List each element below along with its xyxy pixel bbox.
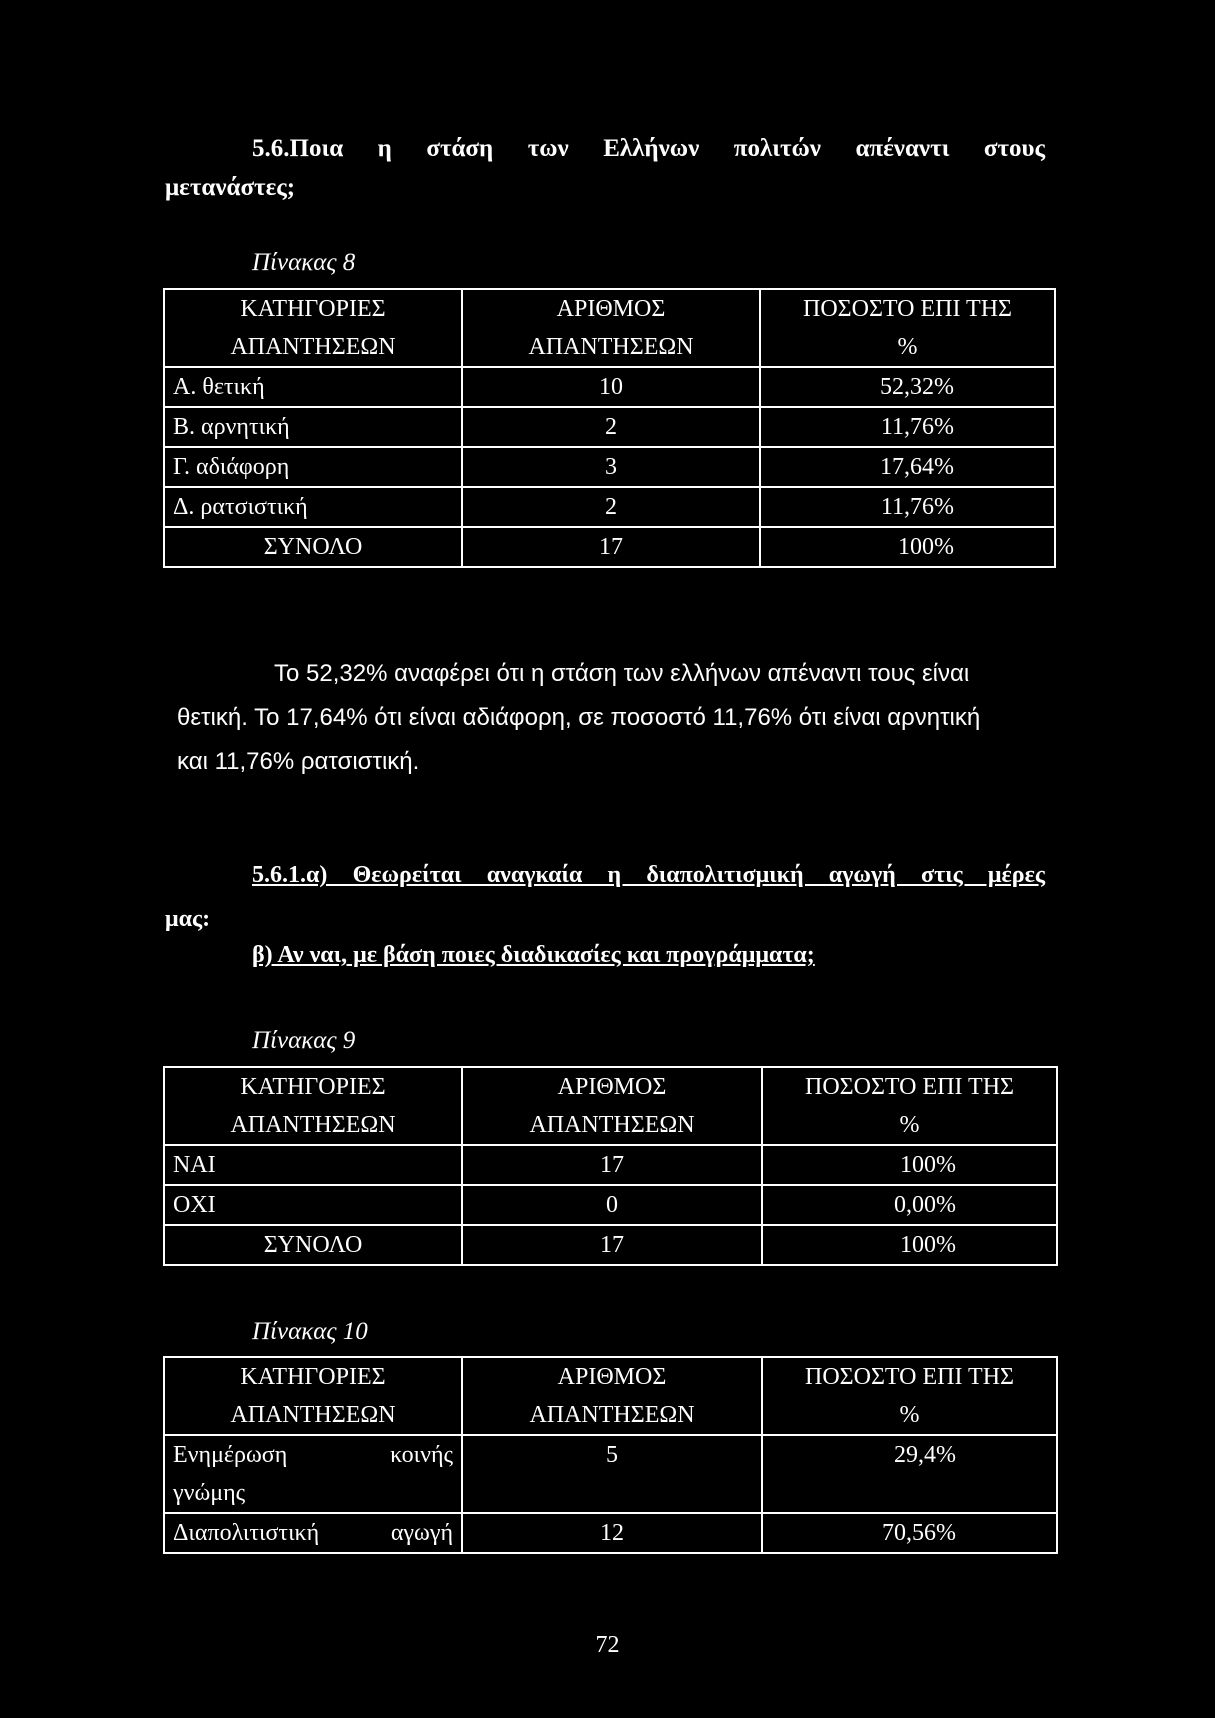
table8-header-row [164, 289, 1055, 367]
table9-cell-count: 0 [462, 1185, 762, 1225]
section-heading-continued: μετανάστες; [165, 174, 296, 201]
table8-total-count: 17 [462, 527, 760, 567]
section-heading: 5.6.Ποια η στάση των Ελλήνων πολιτών απέναντι στους [252, 135, 1045, 162]
table8-cell-category: Δ. ρατσιστική [164, 487, 462, 527]
table-row [164, 367, 1055, 407]
table9-cell-count: 17 [462, 1145, 762, 1185]
paragraph-line: και 11,76% ρατσιστική. [177, 748, 420, 775]
page-number: 72 [595, 1632, 620, 1658]
table-row [164, 1513, 1057, 1553]
table8-cell-percent: 17,64% [760, 447, 1055, 487]
table9-total-row [164, 1225, 1057, 1265]
table10-cell-category: Ενημέρωση κοινής γνώμης [164, 1435, 462, 1513]
table9-total-percent: 100% [762, 1225, 1057, 1265]
table8-cell-percent: 11,76% [760, 407, 1055, 447]
table9-header-percent: ΠΟΣΟΣΤΟ ΕΠΙ ΤΗΣ % [762, 1067, 1057, 1145]
table8-cell-category: Γ. αδιάφορη [164, 447, 462, 487]
table8-header-count: ΑΡΙΘΜΟΣ ΑΠΑΝΤΗΣΕΩΝ [462, 289, 760, 367]
table-row [164, 447, 1055, 487]
table9-total-label: ΣΥΝΟΛΟ [164, 1225, 462, 1265]
table8-cell-count: 2 [462, 407, 760, 447]
table8-total-row [164, 527, 1055, 567]
table9-total-count: 17 [462, 1225, 762, 1265]
table8-total-percent: 100% [760, 527, 1055, 567]
table-row [164, 407, 1055, 447]
table-row [164, 1185, 1057, 1225]
table10-header-percent: ΠΟΣΟΣΤΟ ΕΠΙ ΤΗΣ % [762, 1357, 1057, 1435]
table-row [164, 1435, 1057, 1513]
table8-cell-count: 2 [462, 487, 760, 527]
question-part-b: β) Αν ναι, με βάση ποιες διαδικασίες και προγράμματα; [252, 942, 815, 968]
table9-cell-category: ΟΧΙ [164, 1185, 462, 1225]
table9-header-category: ΚΑΤΗΓΟΡΙΕΣ ΑΠΑΝΤΗΣΕΩΝ [164, 1067, 462, 1145]
question-part-a: 5.6.1.α) Θεωρείται αναγκαία η διαπολιτισμική αγωγή στις μέρες [252, 862, 1045, 888]
table-row [164, 487, 1055, 527]
table8-cell-percent: 52,32% [760, 367, 1055, 407]
table8-header-percent: ΠΟΣΟΣΤΟ ΕΠΙ ΤΗΣ % [760, 289, 1055, 367]
table10-cell-percent: 70,56% [762, 1513, 1057, 1553]
table8-cell-category: Α. θετική [164, 367, 462, 407]
table9-cell-percent: 0,00% [762, 1185, 1057, 1225]
table8-total-label: ΣΥΝΟΛΟ [164, 527, 462, 567]
table9-caption: Πίνακας 9 [252, 1027, 356, 1054]
table10-cell-category: Διαπολιτιστική αγωγή [164, 1513, 462, 1553]
table8-cell-count: 10 [462, 367, 760, 407]
table10-header-category: ΚΑΤΗΓΟΡΙΕΣ ΑΠΑΝΤΗΣΕΩΝ [164, 1357, 462, 1435]
table8-cell-count: 3 [462, 447, 760, 487]
table10-caption: Πίνακας 10 [252, 1318, 368, 1345]
table8-cell-category: Β. αρνητική [164, 407, 462, 447]
table8-caption: Πίνακας 8 [252, 249, 356, 276]
table8-header-category: ΚΑΤΗΓΟΡΙΕΣ ΑΠΑΝΤΗΣΕΩΝ [164, 289, 462, 367]
table9 [163, 1066, 1058, 1266]
table8-cell-percent: 11,76% [760, 487, 1055, 527]
table10-cell-count: 12 [462, 1513, 762, 1553]
table10-header-count: ΑΡΙΘΜΟΣ ΑΠΑΝΤΗΣΕΩΝ [462, 1357, 762, 1435]
results-paragraph [177, 652, 1047, 784]
paragraph-line: θετική. Το 17,64% ότι είναι αδιάφορη, σε ποσοστό 11,76% ότι είναι αρνητική [177, 704, 981, 731]
table9-cell-percent: 100% [762, 1145, 1057, 1185]
table9-header-row [164, 1067, 1057, 1145]
table9-header-count: ΑΡΙΘΜΟΣ ΑΠΑΝΤΗΣΕΩΝ [462, 1067, 762, 1145]
paragraph-line: Το 52,32% αναφέρει ότι η στάση των ελλήνων απέναντι τους είναι [274, 660, 970, 687]
table9-cell-category: ΝΑΙ [164, 1145, 462, 1185]
table8 [163, 288, 1056, 568]
question-part-a-continued: μας: [165, 906, 211, 932]
table10-header-row [164, 1357, 1057, 1435]
table-row [164, 1145, 1057, 1185]
table10-cell-percent: 29,4% [762, 1435, 1057, 1513]
table10-cell-count: 5 [462, 1435, 762, 1513]
table10 [163, 1356, 1058, 1554]
